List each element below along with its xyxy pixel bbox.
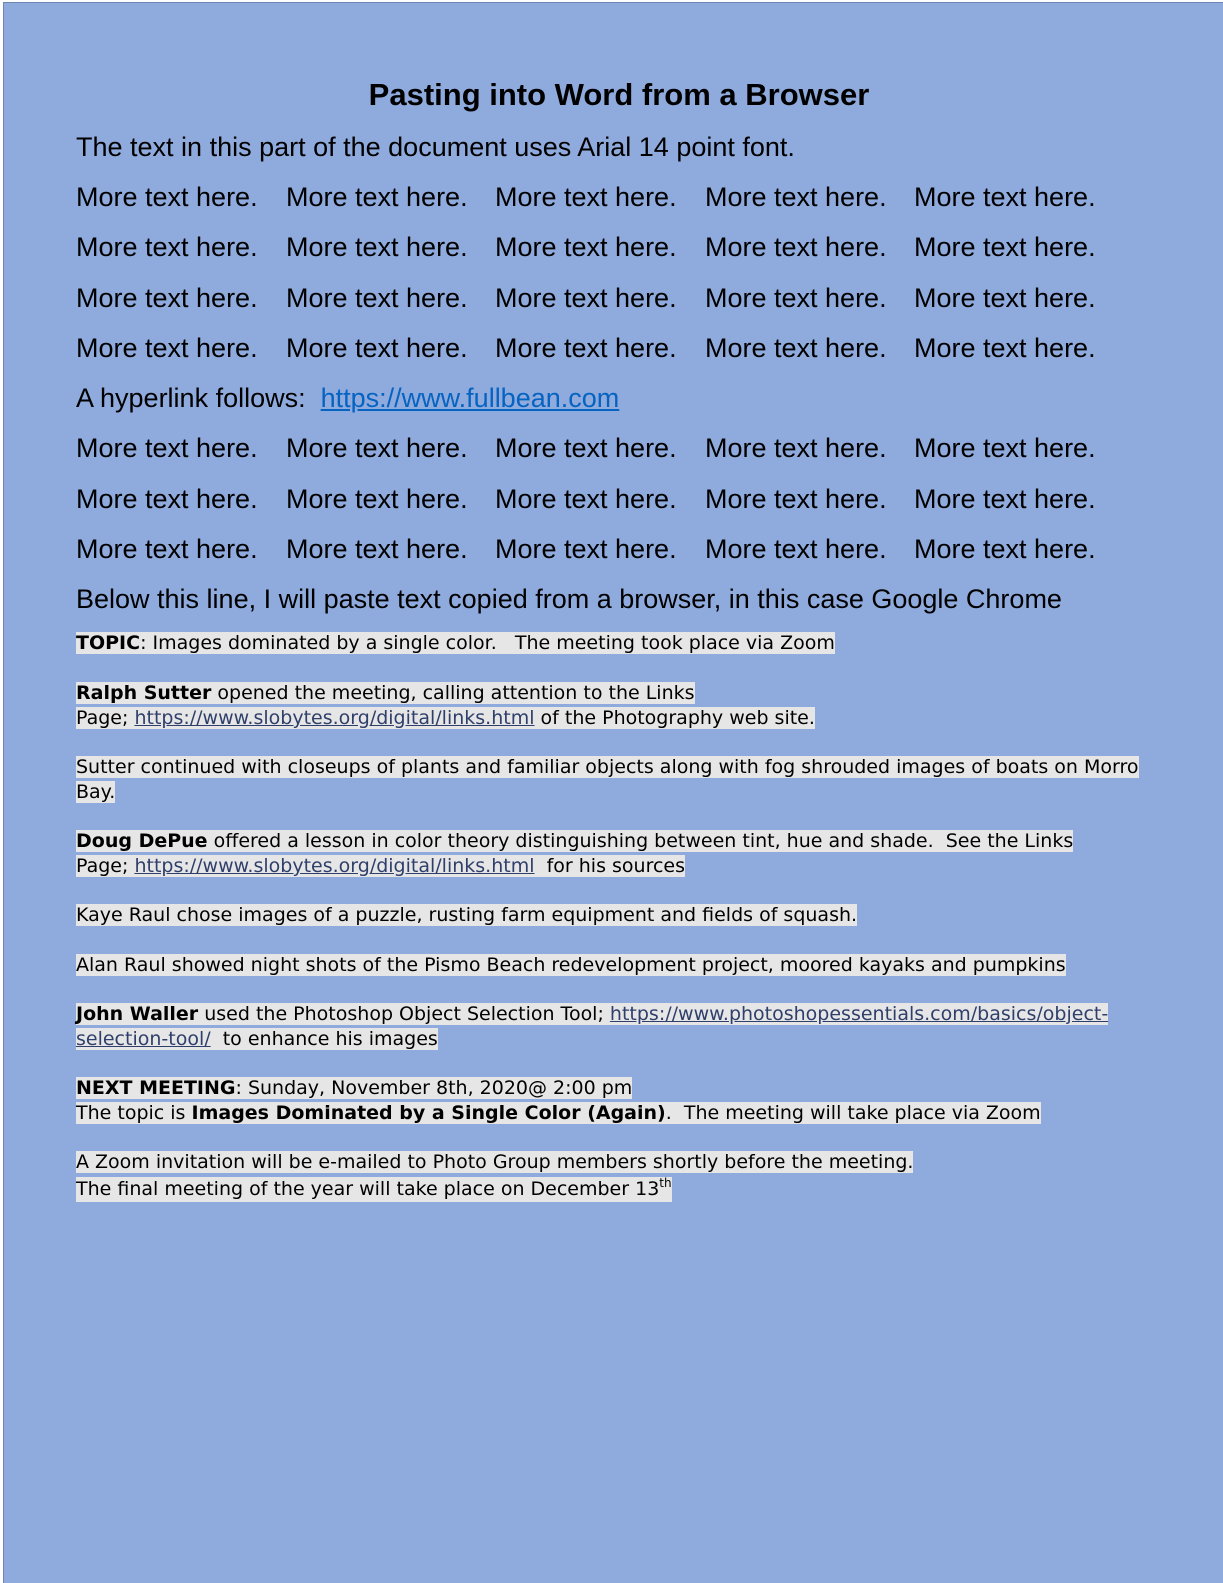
sutter-text: Sutter continued with closeups of plants and familiar objects along with fog shrouded images of boats on Morro Bay. xyxy=(76,756,1139,803)
fullbean-link[interactable]: https://www.fullbean.com xyxy=(320,383,620,413)
topic-paragraph xyxy=(76,631,1146,656)
filler-text: More text here. xyxy=(914,484,1096,514)
alan-paragraph xyxy=(76,953,1146,978)
filler-line xyxy=(76,531,1096,567)
filler-text: More text here. xyxy=(914,333,1096,363)
sutter-paragraph xyxy=(76,755,1146,805)
filler-text: More text here. xyxy=(914,433,1096,463)
john-text: used the Photoshop Object Selection Tool; xyxy=(198,1003,610,1025)
filler-text: More text here. xyxy=(495,182,677,212)
filler-text: More text here. xyxy=(286,182,468,212)
hyperlink-line xyxy=(76,380,619,416)
ralph-text: Page; xyxy=(76,707,135,729)
filler-text: More text here. xyxy=(76,534,258,564)
filler-line xyxy=(76,481,1096,517)
kaye-paragraph xyxy=(76,903,1146,928)
doug-text: for his sources xyxy=(534,855,685,877)
filler-text: More text here. xyxy=(705,333,887,363)
next-meeting-label: NEXT MEETING xyxy=(76,1077,236,1099)
slobytes-link[interactable]: https://www.slobytes.org/digital/links.html xyxy=(134,855,535,877)
filler-text: More text here. xyxy=(76,433,258,463)
doug-text: Page; xyxy=(76,855,135,877)
kaye-text: Kaye Raul chose images of a puzzle, rusting farm equipment and fields of squash. xyxy=(76,904,858,926)
filler-text: More text here. xyxy=(705,433,887,463)
document-page xyxy=(3,2,1223,1583)
filler-text: More text here. xyxy=(914,232,1096,262)
filler-text: More text here. xyxy=(914,534,1096,564)
filler-text: More text here. xyxy=(705,484,887,514)
topic-tail-text: . The meeting will take place via Zoom xyxy=(665,1102,1041,1124)
filler-text: More text here. xyxy=(705,182,887,212)
final-meeting-sup: th xyxy=(659,1176,672,1190)
filler-line xyxy=(76,229,1096,265)
john-text: to enhance his images xyxy=(210,1028,438,1050)
filler-text: More text here. xyxy=(76,283,258,313)
photoshop-link[interactable]: https://www.photoshopessentials.com/basics/object- xyxy=(609,1003,1109,1025)
topic-is-text: The topic is xyxy=(76,1102,192,1124)
filler-line xyxy=(76,430,1096,466)
filler-text: More text here. xyxy=(495,333,677,363)
filler-text: More text here. xyxy=(495,534,677,564)
filler-text: More text here. xyxy=(705,534,887,564)
zoom-paragraph xyxy=(76,1150,1146,1202)
intro-text: The text in this part of the document uses Arial 14 point font. xyxy=(76,132,795,162)
doug-paragraph xyxy=(76,829,1146,879)
filler-text: More text here. xyxy=(495,283,677,313)
filler-line xyxy=(76,280,1096,316)
filler-text: More text here. xyxy=(914,283,1096,313)
hyperlink-prefix: A hyperlink follows: xyxy=(76,383,306,413)
zoom-invite-text: A Zoom invitation will be e-mailed to Photo Group members shortly before the meeting. xyxy=(76,1151,914,1173)
filler-text: More text here. xyxy=(286,484,468,514)
next-meeting-paragraph xyxy=(76,1076,1146,1126)
filler-text: More text here. xyxy=(286,534,468,564)
filler-text: More text here. xyxy=(286,433,468,463)
topic-text: : Images dominated by a single color. The meeting took place via Zoom xyxy=(140,632,835,654)
paste-note: Below this line, I will paste text copied from a browser, in this case Google Chrome xyxy=(76,584,1062,614)
ralph-name: Ralph Sutter xyxy=(76,682,212,704)
doug-text: offered a lesson in color theory distinguishing between tint, hue and shade. See the Links xyxy=(207,830,1074,852)
doug-name: Doug DePue xyxy=(76,830,208,852)
slobytes-link[interactable]: https://www.slobytes.org/digital/links.html xyxy=(134,707,535,729)
filler-text: More text here. xyxy=(914,182,1096,212)
filler-text: More text here. xyxy=(286,333,468,363)
topic-label: TOPIC xyxy=(76,632,141,654)
filler-text: More text here. xyxy=(76,333,258,363)
final-meeting-text: The final meeting of the year will take place on December 13 xyxy=(76,1178,660,1200)
ralph-text: of the Photography web site. xyxy=(534,707,815,729)
alan-text: Alan Raul showed night shots of the Pismo Beach redevelopment project, moored kayaks and pumpkins xyxy=(76,954,1066,976)
topic-bold-text: Images Dominated by a Single Color (Again) xyxy=(191,1102,666,1124)
john-name: John Waller xyxy=(76,1003,199,1025)
filler-text: More text here. xyxy=(286,283,468,313)
filler-text: More text here. xyxy=(76,232,258,262)
filler-text: More text here. xyxy=(76,182,258,212)
ralph-text: opened the meeting, calling attention to the Links xyxy=(211,682,695,704)
photoshop-link[interactable]: selection-tool/ xyxy=(76,1028,211,1050)
filler-text: More text here. xyxy=(76,484,258,514)
filler-text: More text here. xyxy=(286,232,468,262)
filler-text: More text here. xyxy=(495,232,677,262)
filler-line xyxy=(76,179,1096,215)
filler-text: More text here. xyxy=(495,484,677,514)
filler-text: More text here. xyxy=(705,283,887,313)
john-paragraph xyxy=(76,1002,1146,1052)
document-title: Pasting into Word from a Browser xyxy=(368,77,870,112)
ralph-paragraph xyxy=(76,681,1146,731)
next-meeting-text: : Sunday, November 8th, 2020@ 2:00 pm xyxy=(235,1077,633,1099)
filler-line xyxy=(76,330,1096,366)
filler-text: More text here. xyxy=(705,232,887,262)
filler-text: More text here. xyxy=(495,433,677,463)
